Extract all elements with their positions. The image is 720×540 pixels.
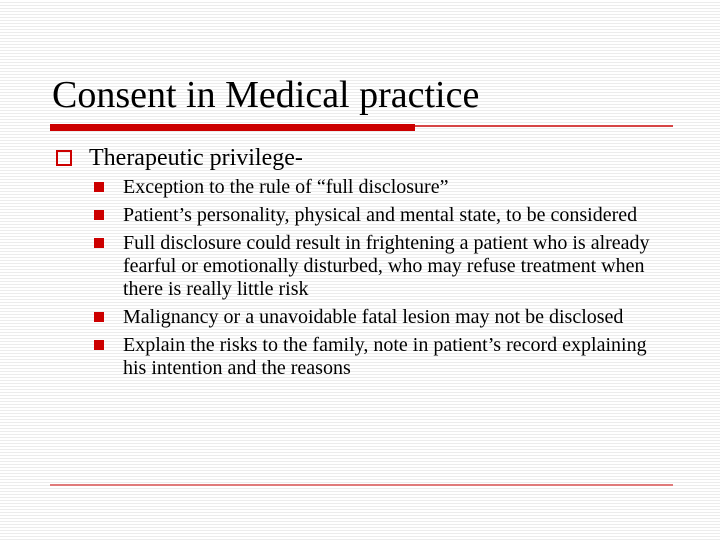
filled-square-icon xyxy=(94,182,104,192)
hollow-square-icon xyxy=(56,150,72,166)
sub-bullet-text: Patient’s personality, physical and mental state, to be considered xyxy=(123,204,638,226)
sub-bullet-text: Exception to the rule of “full disclosure” xyxy=(123,176,449,198)
sub-bullet-item xyxy=(52,204,672,227)
sub-bullet-list xyxy=(52,176,672,380)
slide-content xyxy=(52,142,672,385)
sub-bullet-text: Explain the risks to the family, note in patient’s record explaining his intention and the reasons xyxy=(123,334,647,379)
slide-title: Consent in Medical practice xyxy=(52,74,480,116)
heading-text: Therapeutic privilege- xyxy=(89,145,303,171)
heading-item xyxy=(52,142,672,174)
filled-square-icon xyxy=(94,340,104,350)
title-underline-thick xyxy=(50,124,415,131)
sub-bullet-item xyxy=(52,176,672,199)
filled-square-icon xyxy=(94,312,104,322)
sub-bullet-item xyxy=(52,306,672,329)
title-underline-thin xyxy=(415,125,673,127)
sub-bullet-item xyxy=(52,232,672,301)
filled-square-icon xyxy=(94,210,104,220)
sub-bullet-text: Full disclosure could result in frightening a patient who is already fearful or emotionally disturbed, who may refuse treatment when there is really little risk xyxy=(123,232,650,300)
footer-rule xyxy=(50,484,673,486)
filled-square-icon xyxy=(94,238,104,248)
sub-bullet-text: Malignancy or a unavoidable fatal lesion may not be disclosed xyxy=(123,306,624,328)
sub-bullet-item xyxy=(52,334,672,380)
